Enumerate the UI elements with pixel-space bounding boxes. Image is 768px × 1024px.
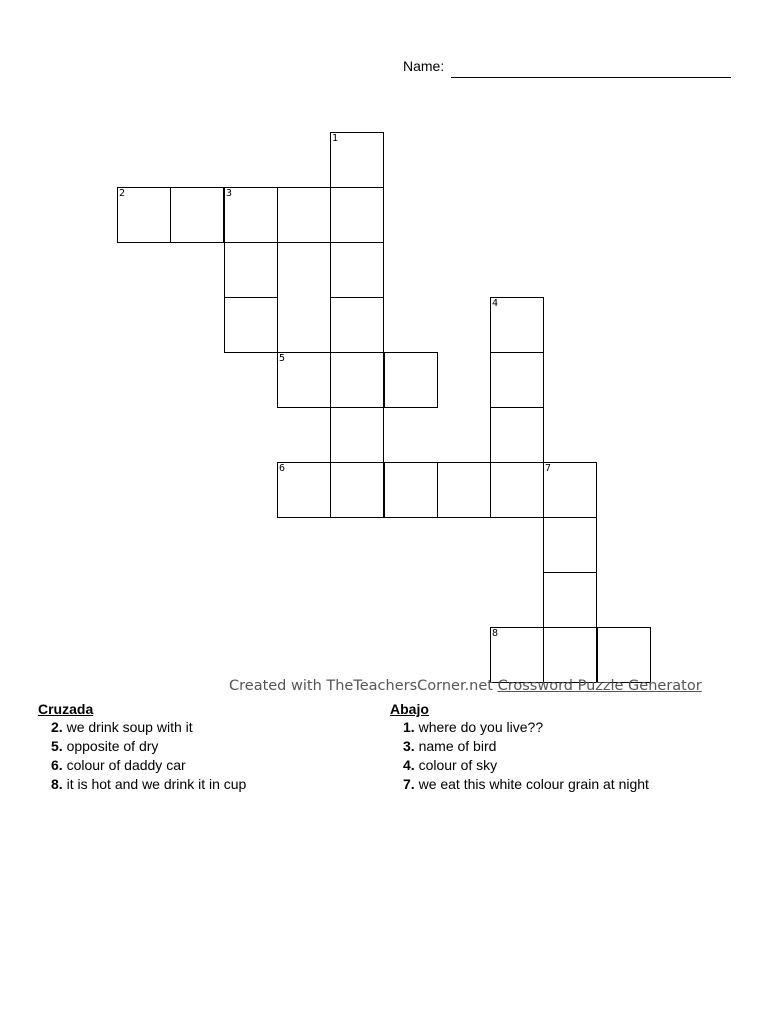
clue-text: where do you live?? <box>418 719 544 735</box>
grid-cell-1[interactable] <box>330 132 384 188</box>
grid-cell-8[interactable] <box>490 627 544 683</box>
grid-cell[interactable] <box>330 407 384 463</box>
clue-item <box>51 775 246 794</box>
clue-text: name of bird <box>418 738 497 754</box>
grid-cell[interactable] <box>437 462 491 518</box>
down-clues <box>390 700 649 794</box>
grid-cell[interactable] <box>384 462 438 518</box>
grid-cell[interactable] <box>597 627 651 683</box>
grid-cell[interactable] <box>330 352 384 408</box>
grid-cell-4[interactable] <box>490 297 544 353</box>
clue-number: 3. <box>403 738 415 754</box>
grid-cell-5[interactable] <box>277 352 331 408</box>
clue-number-label: 7 <box>545 463 552 474</box>
clue-number: 8. <box>51 776 63 792</box>
clue-number: 2. <box>51 719 63 735</box>
grid-cell-3[interactable] <box>224 187 278 243</box>
clue-item <box>403 775 649 794</box>
grid-cell[interactable] <box>384 352 438 408</box>
clue-item <box>403 756 649 775</box>
clue-number-label: 5 <box>279 353 286 364</box>
clue-number-label: 3 <box>226 188 233 199</box>
grid-cell[interactable] <box>490 352 544 408</box>
grid-cell[interactable] <box>224 242 278 298</box>
clue-number-label: 4 <box>492 298 499 309</box>
clue-number-label: 1 <box>332 133 339 144</box>
clue-number-label: 8 <box>492 628 499 639</box>
grid-cell[interactable] <box>224 297 278 353</box>
across-clues <box>38 700 246 794</box>
clue-text: colour of daddy car <box>66 757 186 773</box>
grid-cell[interactable] <box>330 187 384 243</box>
down-heading: Abajo <box>390 701 429 717</box>
grid-cell[interactable] <box>490 407 544 463</box>
clue-text: opposite of dry <box>66 738 159 754</box>
grid-cell-7[interactable] <box>543 462 597 518</box>
clue-number-label: 2 <box>119 188 126 199</box>
clue-number: 5. <box>51 738 63 754</box>
across-heading: Cruzada <box>38 701 94 717</box>
grid-cell[interactable] <box>490 462 544 518</box>
clue-text: we eat this white colour grain at night <box>418 776 649 792</box>
grid-cell[interactable] <box>543 517 597 573</box>
grid-cell-2[interactable] <box>117 187 171 243</box>
clue-item <box>51 756 246 775</box>
clue-item <box>51 718 246 737</box>
grid-cell[interactable] <box>543 572 597 628</box>
credit-prefix: Created with TheTeachersCorner.net <box>229 678 498 694</box>
credit-line <box>229 678 702 694</box>
clue-number: 6. <box>51 757 63 773</box>
clue-number: 1. <box>403 719 415 735</box>
clue-number: 7. <box>403 776 415 792</box>
clue-text: colour of sky <box>418 757 498 773</box>
clue-text: it is hot and we drink it in cup <box>66 776 247 792</box>
clue-number-label: 6 <box>279 463 286 474</box>
name-label: Name: <box>403 58 445 74</box>
grid-cell[interactable] <box>330 242 384 298</box>
clue-text: we drink soup with it <box>66 719 193 735</box>
grid-cell[interactable] <box>330 462 384 518</box>
clue-item <box>403 737 649 756</box>
grid-cell[interactable] <box>543 627 597 683</box>
grid-cell-6[interactable] <box>277 462 331 518</box>
crossword-generator-link[interactable]: Crossword Puzzle Generator <box>497 678 702 694</box>
clue-number: 4. <box>403 757 415 773</box>
clue-item <box>51 737 246 756</box>
clue-item <box>403 718 649 737</box>
grid-cell[interactable] <box>170 187 224 243</box>
grid-cell[interactable] <box>277 187 331 243</box>
grid-cell[interactable] <box>330 297 384 353</box>
